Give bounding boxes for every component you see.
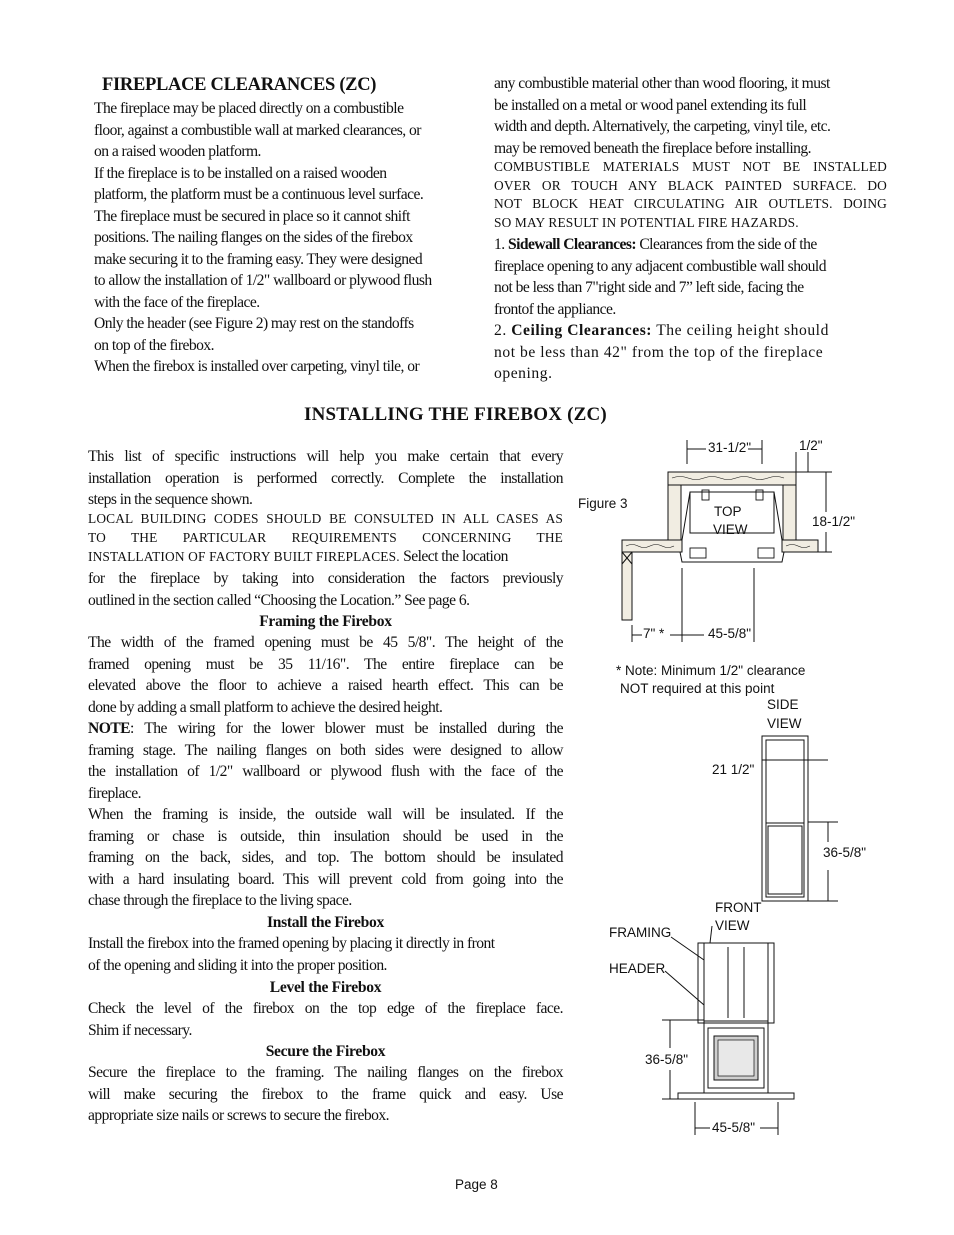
subheading-framing: Framing the Firebox bbox=[259, 613, 392, 630]
section-title-clearances: FIREPLACE CLEARANCES (ZC) bbox=[102, 75, 377, 95]
front-view-label-1: FRONT bbox=[715, 900, 762, 915]
text-line: This list of specific instructions will help you make certain that every bbox=[88, 448, 563, 465]
figure-note-2: NOT required at this point bbox=[620, 681, 775, 696]
figure-note-1: * Note: Minimum 1/2" clearance bbox=[616, 663, 806, 678]
text-line: platform, the platform must be a continuous level surface. bbox=[94, 186, 424, 203]
text-line: The width of the framed opening must be 45 5/8". The height of the bbox=[88, 634, 563, 651]
dim-top-depth: 18-1/2" bbox=[812, 514, 856, 529]
dim-front-width: 45-5/8" bbox=[712, 1120, 756, 1135]
codes-select-line bbox=[88, 546, 563, 568]
text-line: TO THE PARTICULAR REQUIREMENTS CONCERNING THE bbox=[88, 529, 563, 545]
dim-side-height: 36-5/8" bbox=[823, 845, 867, 860]
text-line: may be removed beneath the fireplace before installing. bbox=[494, 139, 811, 157]
item-number: 2. bbox=[494, 322, 512, 339]
text-line: elevated above the floor to achieve a raised hearth effect. This can be bbox=[88, 677, 563, 694]
side-view-label-1: SIDE bbox=[767, 697, 799, 712]
text-line: framing stage. The nailing flanges on both sides were designed to allow bbox=[88, 741, 563, 759]
text-line: NOT BLOCK HEAT CIRCULATING AIR OUTLETS. DOING bbox=[494, 196, 887, 211]
text-line: COMBUSTIBLE MATERIALS MUST NOT BE INSTALLED bbox=[494, 159, 887, 174]
text-line: to allow the installation of 1/2" wallboard or plywood flush bbox=[94, 272, 432, 289]
text-line: chase through the fireplace to the living space. bbox=[88, 892, 352, 909]
text-line: framing or chase is outside, thin insulation should be used in the bbox=[88, 827, 563, 845]
text-line: The fireplace may be placed directly on a combustible bbox=[94, 100, 404, 117]
text-line: When the firebox is installed over carpeting, vinyl tile, or bbox=[94, 358, 420, 375]
text-line: Clearances from the side of the bbox=[635, 236, 817, 253]
dim-top-width: 31-1/2" bbox=[708, 440, 752, 455]
front-view-drawing bbox=[662, 926, 794, 1135]
top-view-label-1: TOP bbox=[714, 504, 742, 519]
side-view-drawing bbox=[762, 736, 838, 901]
ceiling-clearances bbox=[494, 320, 888, 385]
text-line: installation operation is performed correctly. Complete the installation bbox=[88, 469, 563, 487]
text-line: outlined in the section called “Choosing the Location.” See page 6. bbox=[88, 591, 470, 609]
text-line: framing on the back, sides, and top. The bottom should be insulated bbox=[88, 849, 563, 866]
item-heading: Ceiling Clearances: bbox=[511, 322, 653, 339]
text-line: make securing it to the framing easy. They were designed bbox=[94, 250, 423, 268]
text-line: When the framing is inside, the outside wall will be insulated. If the bbox=[88, 806, 563, 823]
top-view-drawing bbox=[622, 440, 832, 642]
page-number: Page 8 bbox=[455, 1177, 498, 1192]
top-view-label-2: VIEW bbox=[713, 522, 748, 537]
text-line: will make securing the firebox to the frame quick and easy. Use bbox=[88, 1085, 563, 1103]
install-text bbox=[88, 933, 563, 976]
text-line: for the fireplace by taking into consideration the factors previously bbox=[88, 570, 563, 587]
codes-warning bbox=[88, 510, 563, 547]
framing-text bbox=[88, 632, 563, 912]
section-title-installing: INSTALLING THE FIREBOX (ZC) bbox=[304, 404, 607, 425]
text-fragment: : The wiring for the lower blower must be installed during the bbox=[130, 720, 563, 737]
text-line: on a raised wooden platform. bbox=[94, 143, 261, 160]
level-text bbox=[88, 998, 563, 1041]
clearances-paragraph bbox=[94, 98, 489, 378]
framing-label: FRAMING bbox=[609, 925, 672, 940]
text-line: of the opening and sliding it into the proper position. bbox=[88, 956, 387, 974]
text-line: Check the level of the firebox on the top edge of the fireplace face. bbox=[88, 1000, 563, 1017]
text-line: on top of the firebox. bbox=[94, 336, 214, 354]
text-line: The fireplace must be secured in place so it cannot shift bbox=[94, 207, 410, 225]
dim-left-clearance: 7" * bbox=[643, 626, 665, 641]
text-line: Only the header (see Figure 2) may rest on the standoffs bbox=[94, 315, 414, 332]
text-line: SO MAY RESULT IN POTENTIAL FIRE HAZARDS. bbox=[494, 214, 799, 230]
text-line: be installed on a metal or wood panel extending its full bbox=[494, 96, 807, 114]
caps-text: INSTALLATION OF FACTORY BUILT FIREPLACES. bbox=[88, 549, 400, 564]
dim-top-half: 1/2" bbox=[799, 438, 823, 453]
subheading-install: Install the Firebox bbox=[266, 914, 385, 931]
text-line: fireplace opening to any adjacent combustible wall should bbox=[494, 257, 826, 275]
figure-caption: Figure 3 bbox=[578, 496, 628, 511]
text-line: floor, against a combustible wall at marked clearances, or bbox=[94, 121, 421, 139]
text-line: opening. bbox=[494, 365, 553, 382]
text-line: positions. The nailing flanges on the sides of the firebox bbox=[94, 229, 413, 246]
text-line: framed opening must be 35 11/16". The entire fireplace can be bbox=[88, 655, 563, 673]
text-line: The ceiling height should bbox=[652, 322, 829, 339]
text-line: any combustible material other than wood flooring, it must bbox=[494, 75, 830, 92]
text-line: done by adding a small platform to achieve the desired height. bbox=[88, 698, 443, 716]
side-view-label-2: VIEW bbox=[767, 716, 802, 731]
text-line: appropriate size nails or screws to secure the firebox. bbox=[88, 1107, 389, 1124]
subheading-level: Level the Firebox bbox=[269, 979, 382, 996]
installing-body bbox=[88, 446, 563, 511]
text-line: with a hard insulating board. This will prevent cold from going into the bbox=[88, 870, 563, 888]
warning-text bbox=[494, 158, 887, 232]
secure-text bbox=[88, 1062, 563, 1127]
text-line: the installation of 1/2" wallboard or plywood flush with the face of the bbox=[88, 763, 563, 780]
text-line: not be less than 42" from the top of the fireplace bbox=[494, 343, 824, 361]
sidewall-clearances bbox=[494, 234, 888, 320]
text-line: not be less than 7"right side and 7” left side, facing the bbox=[494, 279, 804, 296]
text-fragment: Select the location bbox=[399, 548, 508, 565]
text-line: Install the firebox into the framed opening by placing it directly in front bbox=[88, 935, 495, 952]
dim-opening-width: 45-5/8" bbox=[708, 626, 752, 641]
text-line: fireplace. bbox=[88, 784, 141, 802]
select-location-text bbox=[88, 568, 563, 611]
item-number: 1. bbox=[494, 236, 508, 253]
text-line: steps in the sequence shown. bbox=[88, 491, 253, 508]
item-heading: Sidewall Clearances: bbox=[507, 236, 636, 253]
text-line: OVER OR TOUCH ANY BLACK PAINTED SURFACE. DO bbox=[494, 177, 887, 193]
header-label: HEADER bbox=[609, 961, 666, 976]
text-line: If the fireplace is to be installed on a raised wooden bbox=[94, 164, 387, 182]
front-view-label-2: VIEW bbox=[715, 918, 750, 933]
text-line: frontof the appliance. bbox=[494, 300, 616, 318]
text-line: LOCAL BUILDING CODES SHOULD BE CONSULTED IN ALL CASES AS bbox=[88, 511, 563, 526]
text-line: Shim if necessary. bbox=[88, 1021, 192, 1039]
dim-front-height: 36-5/8" bbox=[645, 1052, 689, 1067]
text-line: with the face of the fireplace. bbox=[94, 293, 260, 311]
text-line: width and depth. Alternatively, the carpeting, vinyl tile, etc. bbox=[494, 118, 831, 135]
dim-side-depth: 21 1/2" bbox=[712, 762, 755, 777]
subheading-secure: Secure the Firebox bbox=[265, 1043, 386, 1060]
text-line: Secure the fireplace to the framing. The nailing flanges on the firebox bbox=[88, 1064, 563, 1081]
clearances-right-paragraph bbox=[494, 73, 889, 159]
note-label: NOTE bbox=[88, 720, 130, 737]
figure-3-diagram bbox=[570, 430, 900, 1150]
